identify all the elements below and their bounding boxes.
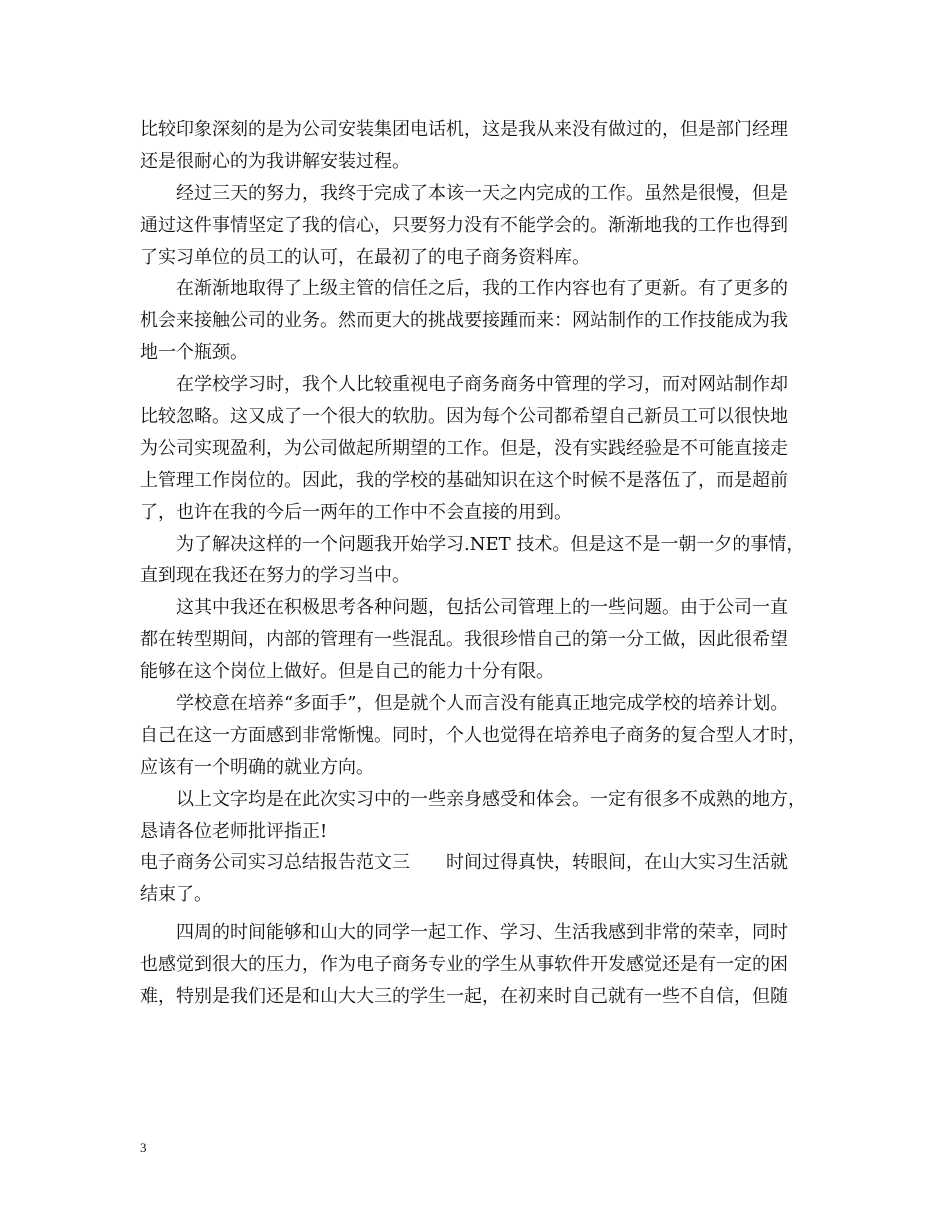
text-line: 机会来接触公司的业务。然而更大的挑战要接踵而来：网站制作的工作技能成为我 [140,310,788,332]
text-line: 自己在这一方面感到非常惭愧。同时，个人也觉得在培养电子商务的复合型人才时， [140,724,806,746]
text-line: 了实习单位的员工的认可，在最初了的电子商务资料库。 [140,246,590,268]
page-number: 3 [140,1140,147,1155]
text-line: 这其中我还在积极思考各种问题，包括公司管理上的一些问题。由于公司一直 [176,597,788,619]
text-line: 直到现在我还在努力的学习当中。 [140,565,410,587]
text-line: 上管理工作岗位的。因此，我的学校的基础知识在这个时候不是落伍了，而是超前 [140,469,788,491]
text-line: 通过这件事情坚定了我的信心，只要努力没有不能学会的。渐渐地我的工作也得到 [140,214,788,236]
text-line: 为公司实现盈利，为公司做起所期望的工作。但是，没有实践经验是不可能直接走 [140,437,788,459]
text-line: 了，也许在我的今后一两年的工作中不会直接的用到。 [140,501,572,523]
text-line: 在渐渐地取得了上级主管的信任之后，我的工作内容也有了更新。有了更多的 [176,278,788,300]
text-line: 还是很耐心的为我讲解安装过程。 [140,150,410,172]
text-line: 难，特别是我们还是和山大大三的学生一起，在初来时自己就有一些不自信，但随 [140,986,788,1008]
text-line: 恳请各位老师批评指正! [140,820,328,842]
text-line: 时间过得真快，转眼间，在山大实习生活就 [446,852,788,874]
text-line: 四周的时间能够和山大的同学一起工作、学习、生活我感到非常的荣幸，同时 [176,922,788,944]
text-line: 以上文字均是在此次实习中的一些亲身感受和体会。一定有很多不成熟的地方， [176,788,806,810]
text-line: 经过三天的努力，我终于完成了本该一天之内完成的工作。虽然是很慢，但是 [176,182,788,204]
text-line: 能够在这个岗位上做好。但是自己的能力十分有限。 [140,661,554,683]
text-line: 地一个瓶颈。 [140,342,248,364]
text-line: 结束了。 [140,884,212,906]
text-line: 都在转型期间，内部的管理有一些混乱。我很珍惜自己的第一分工做，因此很希望 [140,629,788,651]
text-line: 在学校学习时，我个人比较重视电子商务商务中管理的学习，而对网站制作却 [176,374,788,396]
text-line: 应该有一个明确的就业方向。 [140,756,374,778]
section-title: 电子商务公司实习总结报告范文三 [140,852,410,874]
text-line: 学校意在培养“多面手”，但是就个人而言没有能真正地完成学校的培养计划。 [176,693,789,715]
text-line: 比较印象深刻的是为公司安装集团电话机，这是我从来没有做过的，但是部门经理 [140,119,788,140]
document-body [140,114,825,1013]
text-line: 也感觉到很大的压力，作为电子商务专业的学生从事软件开发感觉还是有一定的困 [140,954,788,976]
text-line: 比较忽略。这又成了一个很大的软肋。因为每个公司都希望自己新员工可以很快地 [140,406,788,428]
text-line: 为了解决这样的一个问题我开始学习.NET 技术。但是这不是一朝一夕的事情， [176,533,805,555]
heading-line [140,847,825,879]
